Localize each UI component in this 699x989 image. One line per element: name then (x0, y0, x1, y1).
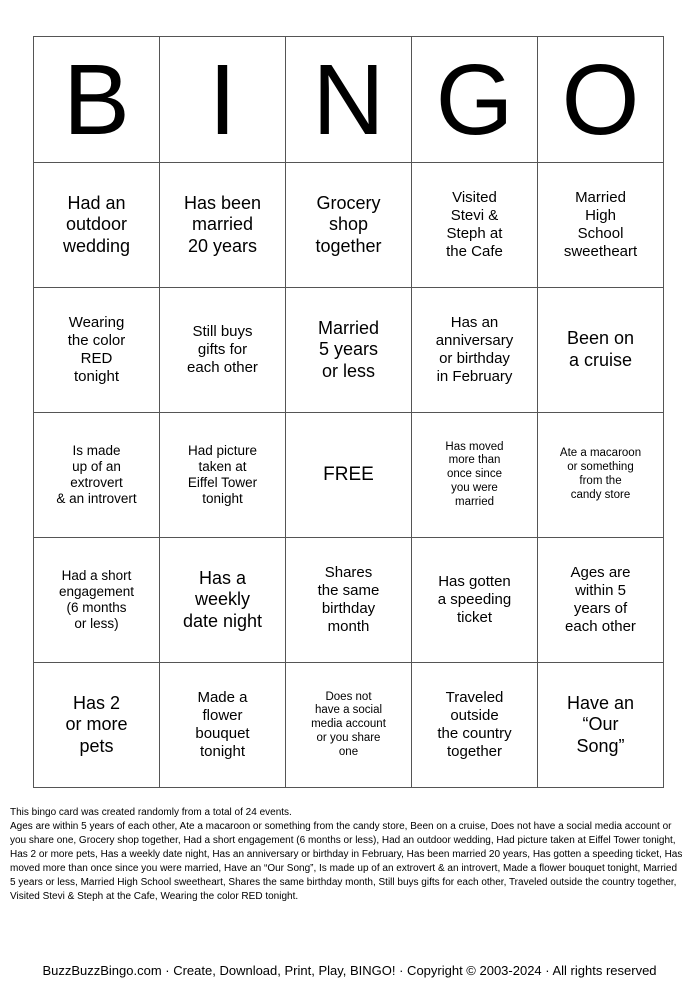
free-space: FREE (286, 413, 412, 538)
header-letter-o: O (538, 37, 664, 163)
bingo-header-row (34, 37, 664, 163)
bingo-cell: Has an anniversary or birthday in February (412, 288, 538, 413)
bingo-cell: Married 5 years or less (286, 288, 412, 413)
bingo-cell: Has a weekly date night (160, 538, 286, 663)
bingo-cell: Is made up of an extrovert & an introvert (34, 413, 160, 538)
header-letter-n: N (286, 37, 412, 163)
bingo-cell: Has moved more than once since you were married (412, 413, 538, 538)
bingo-card (33, 36, 664, 788)
bingo-cell: Still buys gifts for each other (160, 288, 286, 413)
bingo-cell: Been on a cruise (538, 288, 664, 413)
page-footer: BuzzBuzzBingo.com · Create, Download, Print, Play, BINGO! · Copyright © 2003-2024 · All rights reserved (42, 963, 657, 978)
bingo-cell: Have an “Our Song” (538, 663, 664, 788)
bingo-cell: Has gotten a speeding ticket (412, 538, 538, 663)
bingo-cell: Had a short engagement (6 months or less) (34, 538, 160, 663)
bingo-cell: Made a flower bouquet tonight (160, 663, 286, 788)
header-letter-b: B (34, 37, 160, 163)
bingo-cell: Grocery shop together (286, 163, 412, 288)
bingo-row (34, 413, 664, 538)
info-summary: This bingo card was created randomly from a total of 24 events. (10, 807, 292, 818)
bingo-cell: Ages are within 5 years of each other (538, 538, 664, 663)
bingo-cell: Traveled outside the country together (412, 663, 538, 788)
bingo-cell: Wearing the color RED tonight (34, 288, 160, 413)
bingo-cell: Had an outdoor wedding (34, 163, 160, 288)
bingo-cell: Shares the same birthday month (286, 538, 412, 663)
bingo-row (34, 163, 664, 288)
header-letter-g: G (412, 37, 538, 163)
bingo-cell: Ate a macaroon or something from the candy store (538, 413, 664, 538)
bingo-cell: Does not have a social media account or you share one (286, 663, 412, 788)
bingo-row (34, 538, 664, 663)
bingo-cell: Has 2 or more pets (34, 663, 160, 788)
bingo-row (34, 288, 664, 413)
bingo-cell: Married High School sweetheart (538, 163, 664, 288)
bingo-row (34, 663, 664, 788)
bingo-cell: Has been married 20 years (160, 163, 286, 288)
header-letter-i: I (160, 37, 286, 163)
info-event-list: Ages are within 5 years of each other, Ate a macaroon or something from the candy store, Been on a cruise, Does not have a social media account or you share one, Grocery shop together, Had a short engagement (6 months or less), Had an outdoor wedding, Had picture taken at Eiffel Tower tonight, Has 2 or more pets, Has a weekly date night, Has an anniversary or birthday in February, Has been married 20 years, Has gotten a speeding ticket, Has moved more than once since you were married, Have an “Our Song”, Is made up of an extrovert & an introvert, Made a flower bouquet tonight, Married 5 years or less, Married High School sweetheart, Shares the same birthday month, Still buys gifts for each other, Traveled outside the country together, Visited Stevi & Steph at the Cafe, Wearing the color RED tonight. (10, 821, 683, 902)
bingo-cell: Visited Stevi & Steph at the Cafe (412, 163, 538, 288)
card-info (10, 806, 685, 904)
bingo-cell: Had picture taken at Eiffel Tower tonight (160, 413, 286, 538)
